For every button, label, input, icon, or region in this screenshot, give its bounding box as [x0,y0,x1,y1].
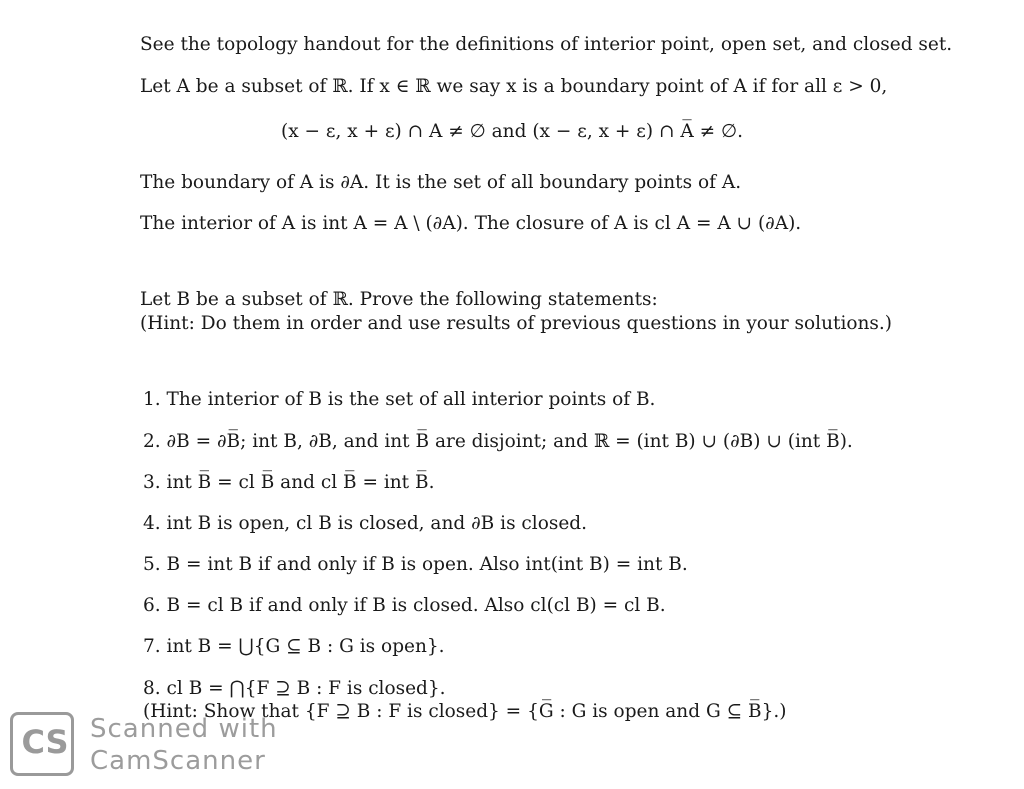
intro-paragraph: See the topology handout for the definitions of interior point, open set, and closed set. [140,34,953,55]
interior-closure-definition: The interior of A is int A = A \ (∂A). The closure of A is cl A = A ∪ (∂A). [140,213,802,234]
camscanner-watermark [10,712,290,782]
list-item: 1. The interior of B is the set of all interior points of B. [143,389,656,410]
task-statement: Let B be a subset of ℝ. Prove the following statements: [140,289,658,310]
boundary-point-definition: Let A be a subset of ℝ. If x ∈ ℝ we say x is a boundary point of A if for all ε > 0, [140,76,888,97]
camscanner-logo-icon [10,712,74,776]
task-hint: (Hint: Do them in order and use results of previous questions in your solutions.) [140,313,893,334]
list-item: 8. cl B = ⋂{F ⊇ B : F is closed}. [143,678,446,699]
list-item: 4. int B is open, cl B is closed, and ∂B is closed. [143,513,588,534]
list-item: 2. ∂B = ∂B̅; int B, ∂B, and int B̅ are disjoint; and ℝ = (int B) ∪ (∂B) ∪ (int B̅). [143,431,853,452]
list-item: 3. int B̅ = cl B̅ and cl B̅ = int B̅. [143,472,435,493]
watermark-line-2: CamScanner [90,746,266,776]
camscanner-logo-text: CS [21,723,69,761]
list-item-hint: (Hint: Show that {F ⊇ B : F is closed} = {G̅ : G is open and G ⊆ B̅}.) [143,701,787,722]
boundary-condition-formula: (x − ε, x + ε) ∩ A ≠ ∅ and (x − ε, x + ε) ∩ A̅ ≠ ∅. [281,121,743,142]
list-item: 5. B = int B if and only if B is open. Also int(int B) = int B. [143,554,688,575]
boundary-notation: The boundary of A is ∂A. It is the set of all boundary points of A. [140,172,742,193]
watermark-line-1: Scanned with [90,714,278,744]
list-item: 6. B = cl B if and only if B is closed. Also cl(cl B) = cl B. [143,595,666,616]
list-item: 7. int B = ⋃{G ⊆ B : G is open}. [143,636,445,657]
